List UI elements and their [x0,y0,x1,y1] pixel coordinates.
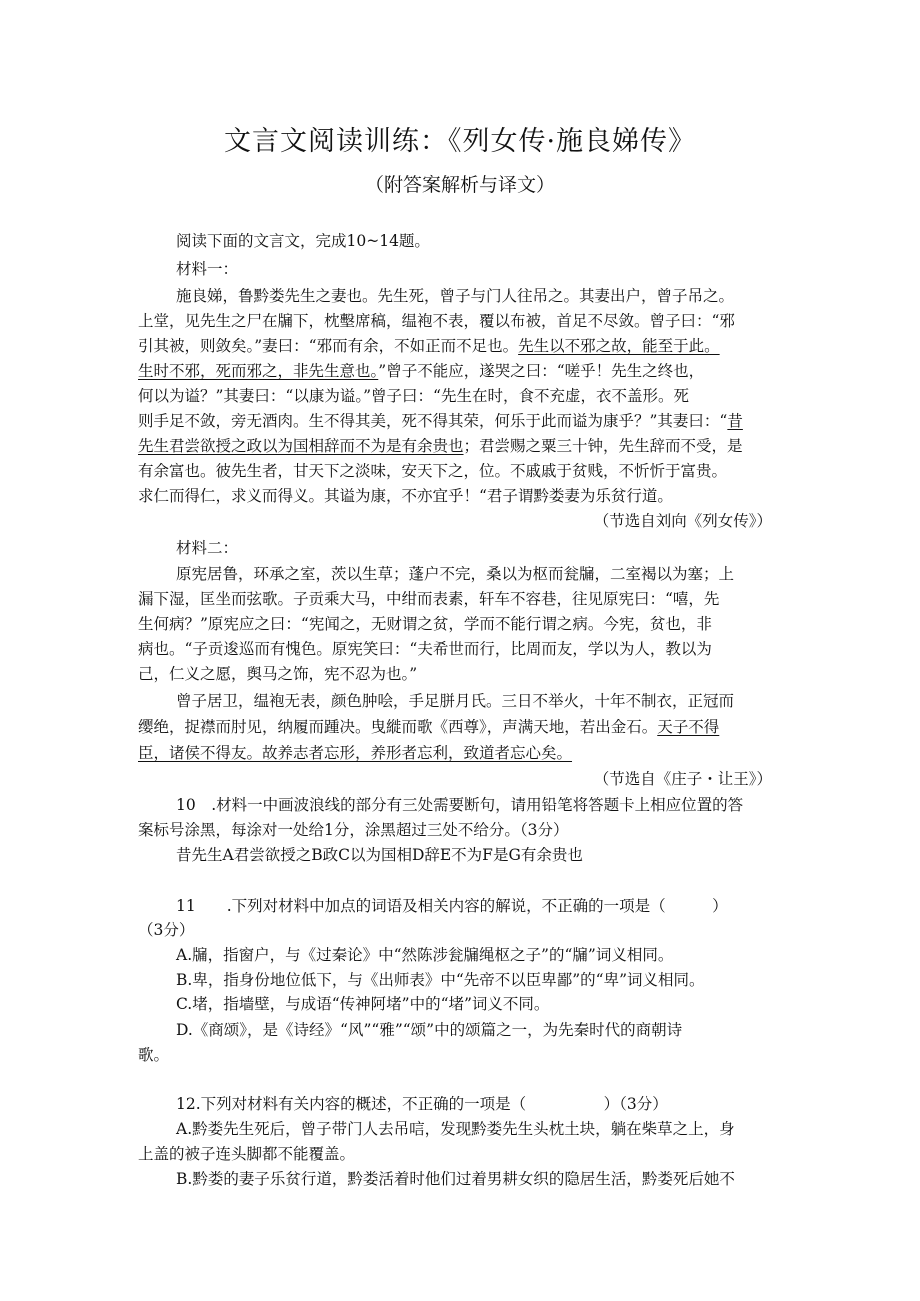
passage-text: ”曾子不能应，遂哭之曰：“嗟乎！先生之终也， [378,362,705,380]
passage-text: 则手足不敛，旁无酒肉。生不得其美，死不得其荣，何乐于此而谥为康乎？”其妻曰：“ [138,412,728,430]
material-one-label: 材料一： [176,260,239,278]
passage-text: 缨绝，捉襟而肘见，纳履而踵决。曳縰而歌《西尊》，声满天地，若出金石。 [138,718,658,736]
passage-line: 己，仁义之愿，舆马之饰，宪不忍为也。” [138,665,418,683]
wavy-line-segment: 昔 [727,412,743,430]
passage-line: 上堂，见先生之尸在牖下，枕墼席稿，缊袍不表，覆以布被，首足不尽敛。曾子曰：“邪 [138,312,735,330]
underlined-sentence: 天子不得 [657,718,720,736]
passage-line: 原宪居鲁，环承之室，茨以生草；蓬户不完，桑以为枢而瓮牖，二室褐以为塞；上 [176,565,735,583]
passage-line: 曾子居卫，缊袍无表，颜色肿哙，手足胼月氏。三日不举火，十年不制衣，正冠而 [176,692,735,710]
underlined-sentence: 臣，诸侯不得友。故养志者忘形，养形者忘利，致道者忘心矣。 [138,744,573,762]
question-11-option-d-cont: 歌。 [138,1046,170,1064]
passage-line: 病也。“子贡逡巡而有愧色。原宪笑曰：“夫希世而行，比周而友，学以为人，教以为 [138,640,712,658]
page-title: 文言文阅读训练：《列女传·施良娣传》 [223,126,697,157]
passage-line: 漏下湿，匡坐而弦歌。子贡乘大马，中绀而表素，轩车不容巷，往见原宪曰：“嘻，先 [138,590,720,608]
question-10-options: 昔先生A君尝欲授之B政C以为国相D辞E不为F是G有余贵也 [176,846,583,864]
question-11: 11 .下列对材料中加点的词语及相关内容的解说，不正确的一项是（ ） [176,897,728,915]
passage-text: ；君尝赐之粟三十钟，先生辞而不受，是 [463,437,743,455]
passage-line [138,716,788,738]
passage-text: 引其被，则敛矣。”妻曰：“邪而有余，不如正而不足也。 [138,337,519,355]
passage-line: 施良娣，鲁黔娄先生之妻也。先生死，曾子与门人往吊之。其妻出户，曾子吊之。 [176,287,735,305]
passage-line: 求仁而得仁，求义而得义。其谥为康，不亦宜乎！“君子谓黔娄妻为乐贫行道。 [138,487,673,505]
passage-line [138,360,788,382]
passage-line: 何以为谥？”其妻曰：“以康为谥。”曾子曰：“先生在时，食不充虚，衣不盖形。死 [138,387,689,405]
underlined-sentence: 生时不邪，死而邪之，非先生意也。 [138,362,379,380]
reading-intro: 阅读下面的文言文，完成10~14题。 [176,232,430,250]
question-11-option-b: B.卑，指身份地位低下，与《出师表》中“先帝不以臣卑鄙”的“卑”词义相同。 [176,971,705,989]
question-12-option-a-cont: 上盖的被子连头脚都不能覆盖。 [138,1145,356,1163]
question-11-score: （3分） [138,921,195,939]
passage-line [138,742,788,764]
question-10: 10 .材料一中画波浪线的部分有三处需要断句，请用铅笔将答题卡上相应位置的答 [176,796,744,814]
material-one-source: （节选自刘向《列女传》） [593,512,772,530]
material-two-label: 材料二： [176,539,239,557]
question-12-option-a: A.黔娄先生死后，曾子带门人去吊唁，发现黔娄先生头枕土块，躺在柴草之上，身 [176,1120,735,1138]
underlined-sentence: 先生以不邪之故，能至于此。 [518,337,720,355]
question-12-option-b: B.黔娄的妻子乐贫行道，黔娄活着时他们过着男耕女织的隐居生活，黔娄死后她不 [176,1170,735,1188]
question-11-option-d: D.《商颂》，是《诗经》“风”“雅”“颂”中的颂篇之一，为先秦时代的商朝诗 [176,1021,683,1039]
passage-line [138,435,788,457]
page-subtitle: （附答案解析与译文） [364,174,555,196]
passage-line [138,335,788,357]
question-10-line: 案标号涂黑，每涂对一处给1分，涂黑超过三处不给分。（3分） [138,821,569,839]
material-two-source: （节选自《庄子・让王》） [593,770,772,788]
question-11-option-a: A.牖，指窗户，与《过秦论》中“然陈涉瓮牖绳枢之子”的“牖”词义相同。 [176,946,674,964]
wavy-line-segment: 先生君尝欲授之政以为国相辞而不为是有余贵也 [138,437,464,455]
question-11-option-c: C.堵，指墙壁，与成语“传神阿堵”中的“堵”词义不同。 [176,995,550,1013]
passage-line [138,410,788,432]
question-12: 12.下列对材料有关内容的概述，不正确的一项是（ ）（3分） [176,1095,668,1113]
passage-line: 有余富也。彼先生者，甘天下之淡味，安天下之，位。不戚戚于贫贱，不忻忻于富贵。 [138,462,728,480]
passage-line: 生何病？”原宪应之曰：“宪闻之，无财谓之贫，学而不能行谓之病。今宪，贫也，非 [138,615,712,633]
